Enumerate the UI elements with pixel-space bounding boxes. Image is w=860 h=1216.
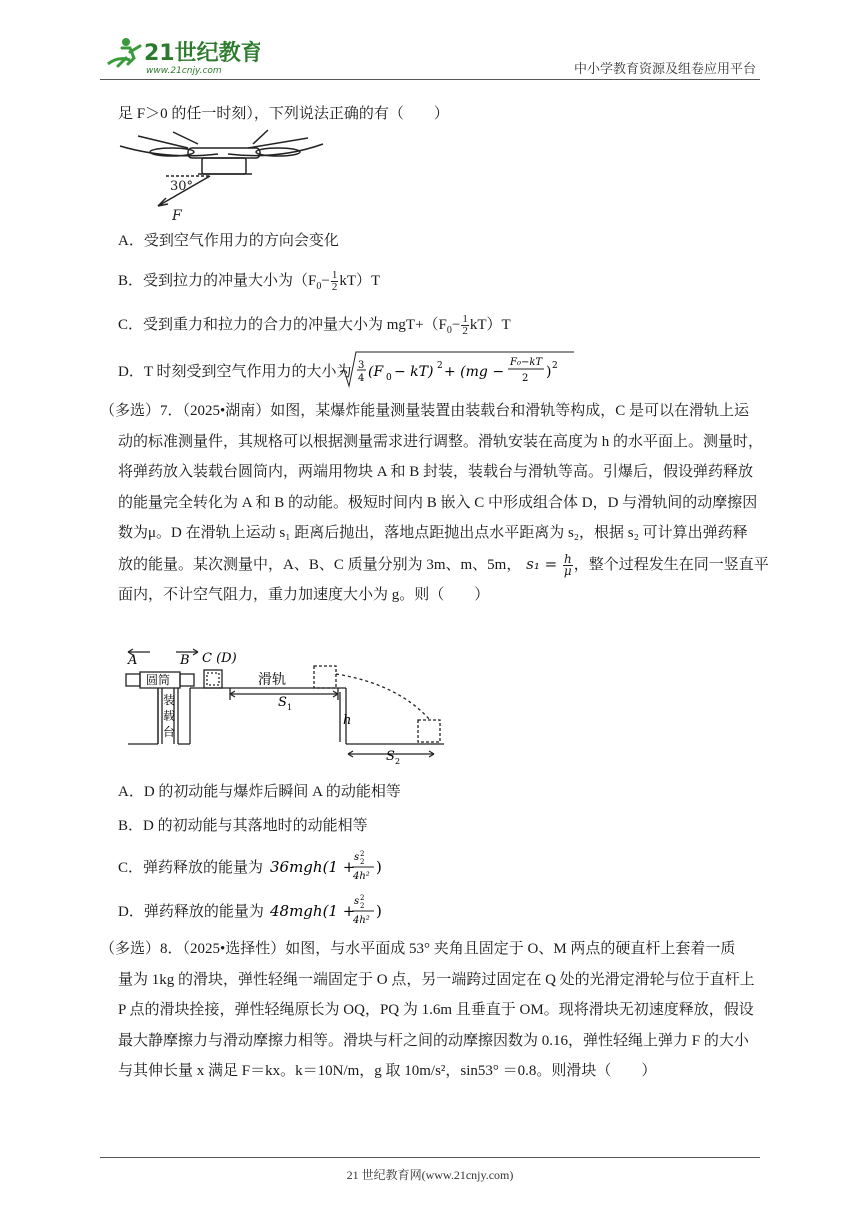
svg-text:台: 台 (163, 725, 176, 739)
svg-text:S: S (278, 695, 287, 710)
q7-stem: （多选）7．（2025•湖南）如图，某爆炸能量测量装置由装载台和滑轨等构成，C 是可以在滑轨上运 动的标准测量件，其规格可以根据测量需求进行调整。滑轨安装在高度为 h 的水平面上。测量时， 将弹药放入装载台圆筒内，两端用物块 A 和 B 封装，装载台与滑轨等高。引爆后，假设弹药释放 的能量完全转化为 A 和 B 的动能。极短时间内 B 嵌入 C 中形成组合体 D，D 与滑轨间的动摩擦因 数为μ。D 在滑轨上运动 s₁ 距离后抛出，落地点距抛出点水平距离为 s₂，根据 s₂ 可计算出弹药释 放的能量。某次测量中，A、B、C 质量分别为 3m、m、5m， s₁ = $\frac{h}{\mu}$ ，整个过程发生在同一竖直平 面内，不计空气阻力，重力加速度大小为 g。则（ ） (100, 403, 769, 603)
q8-stem: （多选）8．（2025•选择性）如图，与水平面成 53° 夹角且固定于 O、M 两点的硬直杆上套着一质 量为 1kg 的滑块，弹性轻绳一端固定于 O 点，另一端跨过固定在 Q 处的光滑定滑轮与位于直杆上 P 点的滑块拴接，弹性轻绳原长为 OQ，PQ 为 1.6m 且垂直于 OM。现将滑块无初速度释放，假设 最大静摩擦力与滑动摩擦力相等。滑块与杆之间的动摩擦因数为 0.16，弹性轻绳上弹力 F 的大小 与其伸长量 x 满足 F＝kx。k＝10N/m，g 取 10m/s²，sin53° ＝0.8。则滑块（ ） (100, 941, 755, 1079)
q6-option-d: D．T 时刻受到空气作用力的大小为 (118, 364, 352, 380)
q6-stem-tail: 足 F＞0 的任一时刻），下列说法正确的有（ ） (118, 106, 449, 122)
q6-option-b: B．受到拉力的冲量大小为（$F_0-$ $\frac{1}{2}$ kT）T (118, 269, 381, 293)
svg-text:滑轨: 滑轨 (258, 672, 286, 688)
svg-text:0: 0 (386, 373, 392, 383)
svg-text:2: 2 (360, 894, 365, 902)
svg-text:2: 2 (552, 361, 558, 371)
svg-text:4: 4 (358, 373, 365, 384)
svg-text:+ (mg −: + (mg − (444, 364, 505, 380)
svg-text:2: 2 (360, 850, 365, 858)
svg-text:4h²: 4h² (353, 871, 370, 882)
svg-text:): ) (376, 858, 382, 876)
svg-text:C (D): C (D) (202, 651, 237, 666)
site-logo (100, 34, 260, 78)
q6-option-d-formula (338, 350, 578, 395)
fraction-half: $\frac{1}{2}$ (331, 269, 338, 293)
svg-text:4h²: 4h² (353, 915, 370, 926)
svg-text:s: s (354, 896, 360, 907)
q7-option-a: A．D 的初动能与爆炸后瞬间 A 的动能相等 (118, 784, 401, 800)
svg-text:载: 载 (163, 709, 176, 723)
svg-text:2: 2 (437, 361, 443, 371)
svg-text:2: 2 (395, 757, 401, 766)
footer-divider (100, 1157, 760, 1158)
svg-text:48mgh(1 +: 48mgh(1 + (270, 902, 356, 920)
q7-option-b: B．D 的初动能与其落地时的动能相等 (118, 818, 368, 834)
svg-text:): ) (376, 902, 382, 920)
svg-text:F₀−kT: F₀−kT (510, 357, 543, 368)
header-platform-text: 中小学教育资源及组卷应用平台 (573, 62, 756, 77)
q7-option-d: D．弹药释放的能量为 (118, 904, 264, 920)
svg-text:装: 装 (163, 693, 176, 707)
svg-text:www.21cnjy.com: www.21cnjy.com (146, 66, 222, 76)
svg-text:21世纪教育: 21世纪教育 (144, 41, 260, 66)
svg-text:A: A (128, 653, 138, 668)
svg-text:36mgh(1 +: 36mgh(1 + (270, 858, 356, 876)
svg-text:S: S (386, 749, 395, 764)
svg-text:h: h (343, 713, 352, 728)
q7-option-c: C．弹药释放的能量为 (118, 860, 264, 876)
svg-text:2: 2 (360, 902, 365, 910)
footer-text: 21 世纪教育网(www.21cnjy.com) (346, 1168, 514, 1182)
svg-text:3: 3 (358, 360, 365, 371)
svg-text:B: B (180, 653, 190, 668)
q6-drone-figure (118, 126, 328, 227)
svg-text:− kT): − kT) (394, 364, 434, 380)
svg-text:(F: (F (368, 364, 384, 380)
svg-text:2: 2 (360, 858, 365, 866)
svg-text:30°: 30° (170, 179, 194, 194)
svg-text:s: s (354, 852, 360, 863)
svg-text:1: 1 (287, 703, 293, 712)
q7-option-c-formula (270, 846, 390, 891)
svg-text:F: F (172, 208, 182, 222)
q7-option-d-formula (270, 890, 390, 935)
svg-text:2: 2 (522, 373, 529, 384)
svg-text:圆筒: 圆筒 (146, 673, 171, 687)
q7-apparatus-figure (118, 644, 458, 771)
header-divider (100, 79, 760, 80)
q6-option-a: A．受到空气作用力的方向会变化 (118, 233, 339, 249)
svg-text:): ) (546, 364, 552, 380)
q6-option-c: C．受到重力和拉力的合力的冲量大小为 $mgT+(F_0-$ $\frac{1}{2}$ kT）T (118, 313, 511, 337)
